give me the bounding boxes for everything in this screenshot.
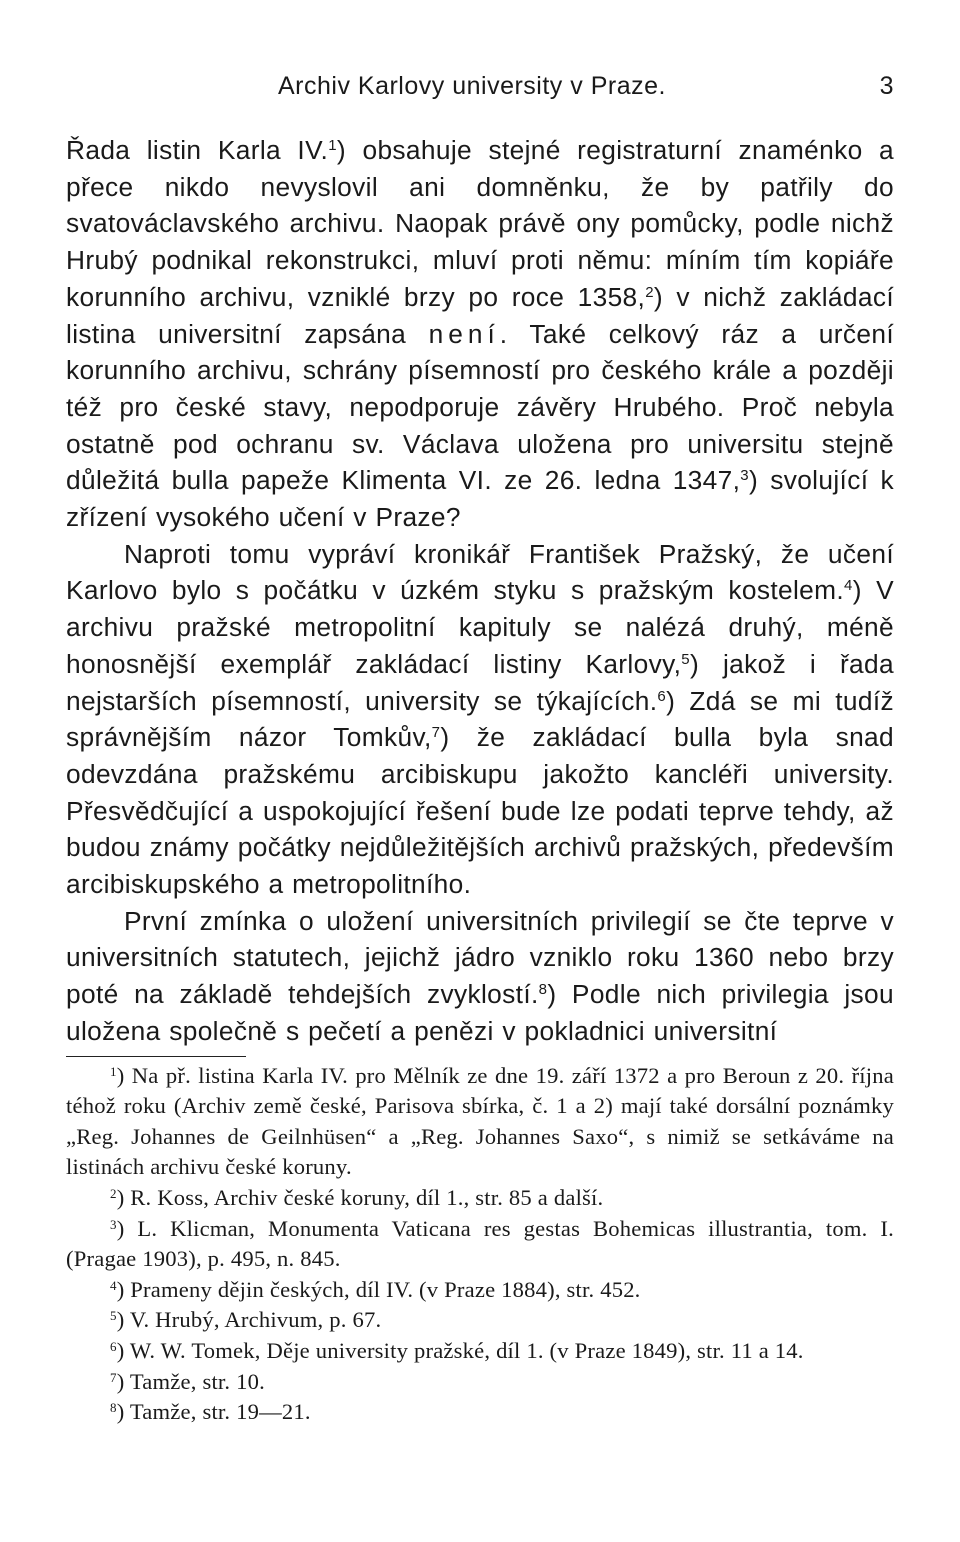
text-run: ) Zdá se mi tudíž správnějším názor Tomkův, xyxy=(66,685,895,753)
footnote-3 xyxy=(66,1214,894,1275)
footnote-mark: 1 xyxy=(110,1063,117,1079)
paragraph-2 xyxy=(66,536,894,903)
footnote-mark: 8 xyxy=(110,1400,117,1416)
footnote-mark: 3 xyxy=(110,1216,117,1232)
footnote-1 xyxy=(66,1061,894,1183)
footnote-separator xyxy=(66,1056,246,1057)
footnote-mark: 2 xyxy=(110,1185,117,1201)
footnote-4 xyxy=(66,1275,894,1306)
footnote-mark: 4 xyxy=(110,1277,117,1293)
emphasized-word: není xyxy=(428,318,500,349)
footnote-text: ) Prameny dějin českých, díl IV. (v Praze 1884), str. 452. xyxy=(116,1276,641,1302)
footnotes xyxy=(66,1061,894,1428)
footnote-8 xyxy=(66,1397,894,1428)
text-run: ) svolující k zřízení vysokého učení v Praze? xyxy=(66,465,894,533)
paragraph-1 xyxy=(66,132,894,536)
text-run: ) obsahuje stejné registraturní znaménko a přece nikdo nevyslovil ani domněnku, že by patřily do svatováclavského archivu. Naopak právě ony pomůcky, podle nichž Hrubý podnikal rekonstrukci, mluví proti němu: míním tím kopiáře korunního archivu, vzniklé brzy po roce 1358, xyxy=(66,135,894,312)
text-run: ) že zakládací bulla byla snad odevzdána pražskému arcibiskupu jakožto kancléři university. Přesvědčující a uspokojující řešení bude lze podati teprve tehdy, až budou známy počátky nejdůležitějších archivů pražských, především arcibiskupského a metropolitního. xyxy=(66,722,894,900)
footnote-7 xyxy=(66,1367,894,1398)
footnote-text: ) R. Koss, Archiv české koruny, díl 1., str. 85 a další. xyxy=(116,1184,604,1210)
document-page xyxy=(66,66,894,1428)
paragraph-3 xyxy=(66,903,894,1050)
footnote-mark: 5 xyxy=(110,1308,117,1324)
footnote-6 xyxy=(66,1336,894,1367)
footnote-text: ) L. Klicman, Monumenta Vaticana res gestas Bohemicas illustrantia, tom. I. (Pragae 1903), p. 495, n. 845. xyxy=(66,1215,894,1272)
footnote-ref-2: 2 xyxy=(645,283,654,301)
footnote-mark: 6 xyxy=(110,1338,117,1354)
running-head xyxy=(66,66,894,106)
footnote-text: ) Tamže, str. 19—21. xyxy=(116,1399,311,1425)
text-run: Naproti tomu vypráví kronikář František Pražský, že učení Karlovo bylo s počátku v úzkém styku s pražským kostelem. xyxy=(66,538,894,606)
footnote-ref-6: 6 xyxy=(657,687,667,705)
footnote-text: ) V. Hrubý, Archivum, p. 67. xyxy=(116,1307,382,1333)
body-text xyxy=(66,132,894,1050)
footnote-ref-7: 7 xyxy=(431,724,441,742)
footnote-ref-1: 1 xyxy=(328,137,337,154)
text-run: První zmínka o uložení universitních privilegií se čte teprve v universitních statutech, jejichž jádro vzniklo roku 1360 nebo brzy poté na základě tehdejších zvyklostí. xyxy=(66,905,894,1010)
footnote-text: ) Tamže, str. 10. xyxy=(116,1368,265,1394)
footnote-5 xyxy=(66,1305,894,1336)
text-run: ) jakož i řada nejstarších písemností, university se týkajících. xyxy=(66,648,894,716)
text-run: ) v nichž zakládací listina universitní zapsána xyxy=(66,281,894,349)
running-title: Archiv Karlovy university v Praze. xyxy=(278,72,666,100)
footnote-ref-5: 5 xyxy=(681,650,690,668)
text-run: ) V archivu pražské metropolitní kapituly se nalézá druhý, méně honosnější exemplář zakládací listiny Karlovy, xyxy=(66,575,894,679)
footnote-ref-8: 8 xyxy=(538,981,548,999)
footnote-ref-3: 3 xyxy=(740,467,749,485)
footnote-mark: 7 xyxy=(110,1369,117,1385)
text-run: . Také celkový ráz a určení korunního archivu, schrány písemností pro českého krále a později též pro české stavy, nepodporuje závěry Hrubého. Proč nebyla ostatně pod ochranu sv. Václava uložena pro universitu stejně důležitá bulla papeže Klimenta VI. ze 26. ledna 1347, xyxy=(66,318,894,496)
footnote-ref-4: 4 xyxy=(844,577,853,595)
footnote-2 xyxy=(66,1183,894,1214)
footnote-text: ) Na př. listina Karla IV. pro Mělník ze dne 19. září 1372 a pro Beroun z 20. října téhož roku (Archiv země české, Parisova sbírka, č. 1 a 2) mají také dorsální poznámky „Reg. Johannes de Geilnhüsen“ a „Reg. Johannes Saxo“, s nimiž se setkáváme na listinách archivu české koruny. xyxy=(66,1062,894,1180)
text-run: ) Podle nich privilegia jsou uložena společně s pečetí a penězi v pokladnici universitní xyxy=(66,979,894,1046)
footnote-text: ) W. W. Tomek, Děje university pražské, díl 1. (v Praze 1849), str. 11 a 14. xyxy=(116,1337,804,1363)
page-number: 3 xyxy=(879,72,894,100)
text-run: Řada listin Karla IV. xyxy=(66,135,329,165)
